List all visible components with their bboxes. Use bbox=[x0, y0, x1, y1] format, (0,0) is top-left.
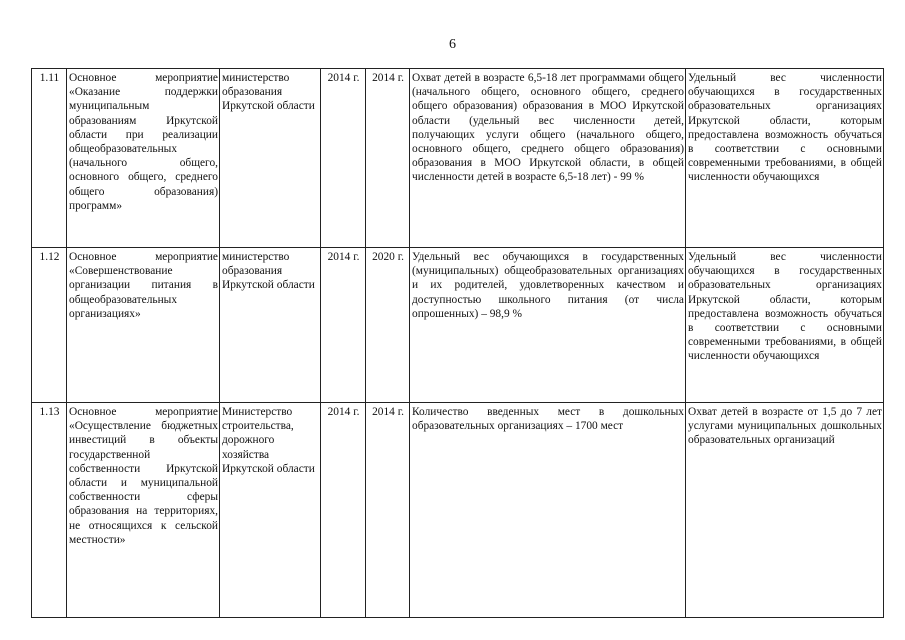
end-year-cell: 2014 г. bbox=[366, 403, 410, 618]
indicator-cell: Удельный вес численности обучающихся в государственных образовательных организациях Иркутской области, которым предоставлена возможность обучаться в соответствии с основными современными требованиями, в общей численности обучающихся bbox=[686, 69, 884, 248]
start-year-cell: 2014 г. bbox=[321, 403, 366, 618]
row-number: 1.11 bbox=[32, 69, 67, 248]
result-cell: Удельный вес обучающихся в государственных (муниципальных) общеобразовательных организациях и их родителей, удовлетворенных качеством и доступностью школьного питания (от числа опрошенных) – 98,9 % bbox=[410, 248, 686, 403]
row-number: 1.12 bbox=[32, 248, 67, 403]
executor-cell: Министерство строительства, дорожного хозяйства Иркутской области bbox=[220, 403, 321, 618]
table-row bbox=[32, 403, 884, 618]
event-cell: Основное мероприятие «Оказание поддержки муниципальным образованиям Иркутской области при реализации общеобразовательных (начального общего, основного общего, среднего общего образования) программ» bbox=[67, 69, 220, 248]
end-year-cell: 2020 г. bbox=[366, 248, 410, 403]
executor-cell: министерство образования Иркутской области bbox=[220, 248, 321, 403]
program-table bbox=[31, 68, 884, 618]
table-row bbox=[32, 248, 884, 403]
event-cell: Основное мероприятие «Совершенствование организации питания в общеобразовательных организациях» bbox=[67, 248, 220, 403]
start-year-cell: 2014 г. bbox=[321, 248, 366, 403]
end-year-cell: 2014 г. bbox=[366, 69, 410, 248]
indicator-cell: Охват детей в возрасте от 1,5 до 7 лет услугами муниципальных дошкольных образовательных организаций bbox=[686, 403, 884, 618]
start-year-cell: 2014 г. bbox=[321, 69, 366, 248]
executor-cell: министерство образования Иркутской области bbox=[220, 69, 321, 248]
page-number: 6 bbox=[449, 37, 456, 52]
indicator-cell: Удельный вес численности обучающихся в государственных образовательных организациях Иркутской области, которым предоставлена возможность обучаться в соответствии с основными современными требованиями, в общей численности обучающихся bbox=[686, 248, 884, 403]
result-cell: Охват детей в возрасте 6,5-18 лет программами общего (начального общего, основного общего, среднего общего образования) образования в МОО Иркутской области (удельный вес численности детей, получающих услуги общего (начального общего, основного общего, среднего общего образования) образования в МОО Иркутской области, в общей численности детей в возрасте 6,5-18 лет) - 99 % bbox=[410, 69, 686, 248]
event-cell: Основное мероприятие «Осуществление бюджетных инвестиций в объекты государственной собственности Иркутской области и муниципальной собственности сферы образования на территориях, не относящихся к сельской местности» bbox=[67, 403, 220, 618]
result-cell: Количество введенных мест в дошкольных образовательных организациях – 1700 мест bbox=[410, 403, 686, 618]
table-row bbox=[32, 69, 884, 248]
row-number: 1.13 bbox=[32, 403, 67, 618]
